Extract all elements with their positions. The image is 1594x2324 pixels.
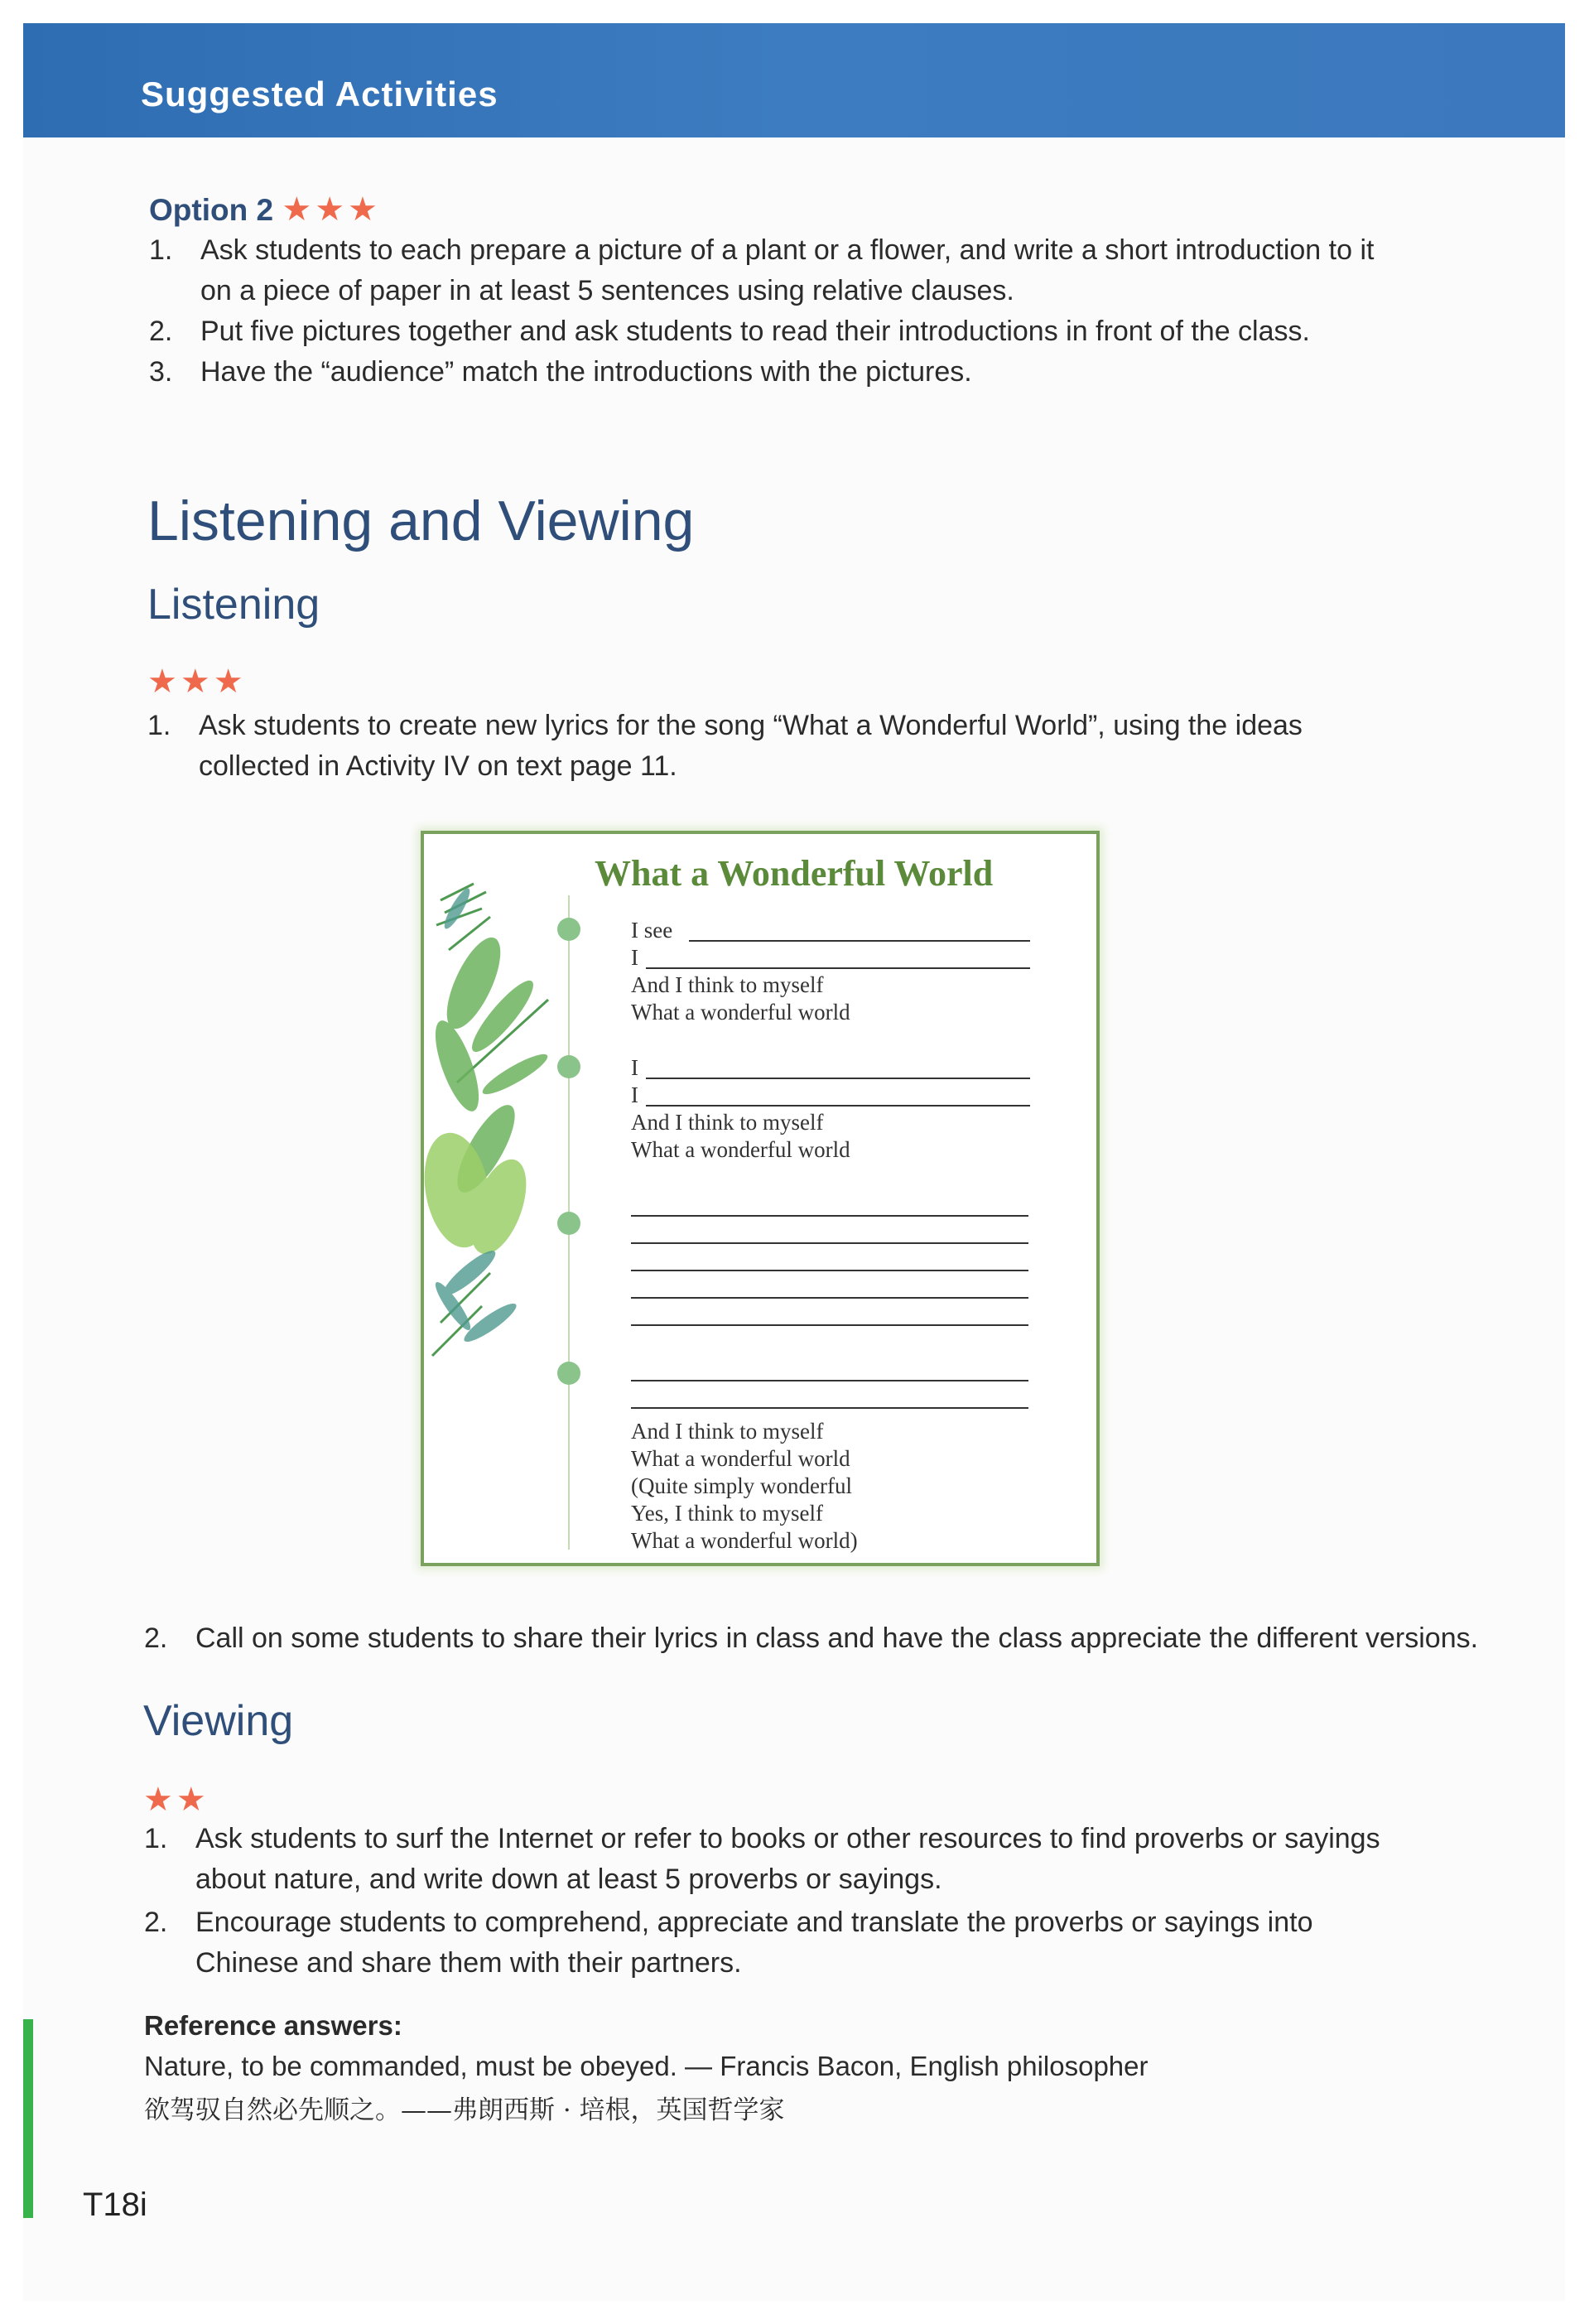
option-2-item-2 [149, 311, 1474, 352]
lyric-line: What a wonderful world [631, 1446, 850, 1471]
option-2-stars: ★★★ [282, 191, 381, 228]
timeline-dot [557, 1362, 580, 1385]
song-title: What a Wonderful World [595, 853, 994, 894]
item-text-line: Ask students to create new lyrics for the song “What a Wonderful World”, using the ideas [199, 710, 1303, 741]
song-worksheet [421, 831, 1100, 1566]
page-number: T18i [83, 2187, 147, 2223]
lyric-line: What a wonderful world) [631, 1528, 858, 1553]
blank-line[interactable] [631, 1324, 1028, 1326]
side-accent-bar [23, 2019, 33, 2218]
option-2-item-3 [149, 352, 1474, 393]
lyric-line: And I think to myself [631, 972, 824, 997]
viewing-title: Viewing [143, 1697, 294, 1745]
item-number: 2. [144, 1622, 168, 1654]
viewing-stars: ★★ [143, 1782, 209, 1818]
option-2-item-1 [149, 230, 1474, 271]
lyric-line: (Quite simply wonderful [631, 1473, 852, 1498]
item-text-line: Ask students to surf the Internet or refer to books or other resources to find proverbs or sayings [195, 1823, 1380, 1854]
item-text-line: Encourage students to comprehend, appreciate and translate the proverbs or sayings into [195, 1907, 1313, 1938]
item-number: 2. [144, 1907, 168, 1938]
timeline-dot [557, 918, 580, 941]
timeline-dot [557, 1212, 580, 1235]
lyric-line: And I think to myself [631, 1419, 824, 1444]
timeline-dot [557, 1055, 580, 1078]
blank-line[interactable] [631, 1380, 1028, 1381]
reference-english: Nature, to be commanded, must be obeyed. — Francis Bacon, English philosopher [144, 2051, 1149, 2081]
item-number: 1. [149, 234, 173, 266]
leaves-illustration [424, 875, 556, 1389]
item-text-line: Have the “audience” match the introductions with the pictures. [200, 356, 972, 388]
reference-heading: Reference answers: [144, 2010, 402, 2041]
listening-item-1 [147, 706, 1489, 746]
option-2-heading [149, 190, 381, 229]
lyric-line: I see [631, 918, 673, 943]
blank-line[interactable] [646, 1078, 1030, 1079]
lyric-line: I [631, 1082, 638, 1107]
blank-line[interactable] [689, 940, 1030, 942]
blank-line[interactable] [646, 1105, 1030, 1107]
option-2-label: Option 2 [149, 193, 274, 227]
reference-chinese: 欲驾驭自然必先顺之。——弗朗西斯 · 培根，英国哲学家 [144, 2095, 785, 2125]
listening-item-2 [144, 1618, 1502, 1659]
blank-line[interactable] [646, 967, 1030, 969]
item-text-line: Ask students to each prepare a picture of a plant or a flower, and write a short introduction to it [200, 234, 1375, 266]
item-text-line: Put five pictures together and ask students to read their introductions in front of the class. [200, 316, 1310, 347]
blank-line[interactable] [631, 1242, 1028, 1244]
lyric-line: What a wonderful world [631, 1000, 850, 1025]
blank-line[interactable] [631, 1297, 1028, 1299]
lyric-line: I [631, 1055, 638, 1080]
blank-line[interactable] [631, 1215, 1028, 1217]
blank-line[interactable] [631, 1407, 1028, 1409]
header-title: Suggested Activities [141, 75, 498, 113]
blank-line[interactable] [631, 1270, 1028, 1271]
lyric-line: And I think to myself [631, 1110, 824, 1135]
item-text-line: collected in Activity IV on text page 11. [199, 750, 677, 782]
item-number: 3. [149, 356, 173, 388]
item-number: 2. [149, 316, 173, 347]
item-number: 1. [144, 1823, 168, 1854]
item-text-line: Chinese and share them with their partners. [195, 1947, 742, 1979]
lyric-line: I [631, 945, 638, 970]
viewing-item-2 [144, 1902, 1502, 1943]
item-text-line: Call on some students to share their lyrics in class and have the class appreciate the different versions. [195, 1622, 1479, 1654]
lyric-line: What a wonderful world [631, 1137, 850, 1162]
item-number: 1. [147, 710, 171, 741]
lyric-line: Yes, I think to myself [631, 1501, 824, 1526]
viewing-item-1 [144, 1819, 1502, 1859]
listening-title: Listening [147, 581, 320, 629]
item-text-line: on a piece of paper in at least 5 sentences using relative clauses. [200, 275, 1014, 306]
listening-stars: ★★★ [147, 663, 247, 700]
section-title: Listening and Viewing [147, 489, 695, 552]
item-text-line: about nature, and write down at least 5 proverbs or sayings. [195, 1864, 942, 1895]
